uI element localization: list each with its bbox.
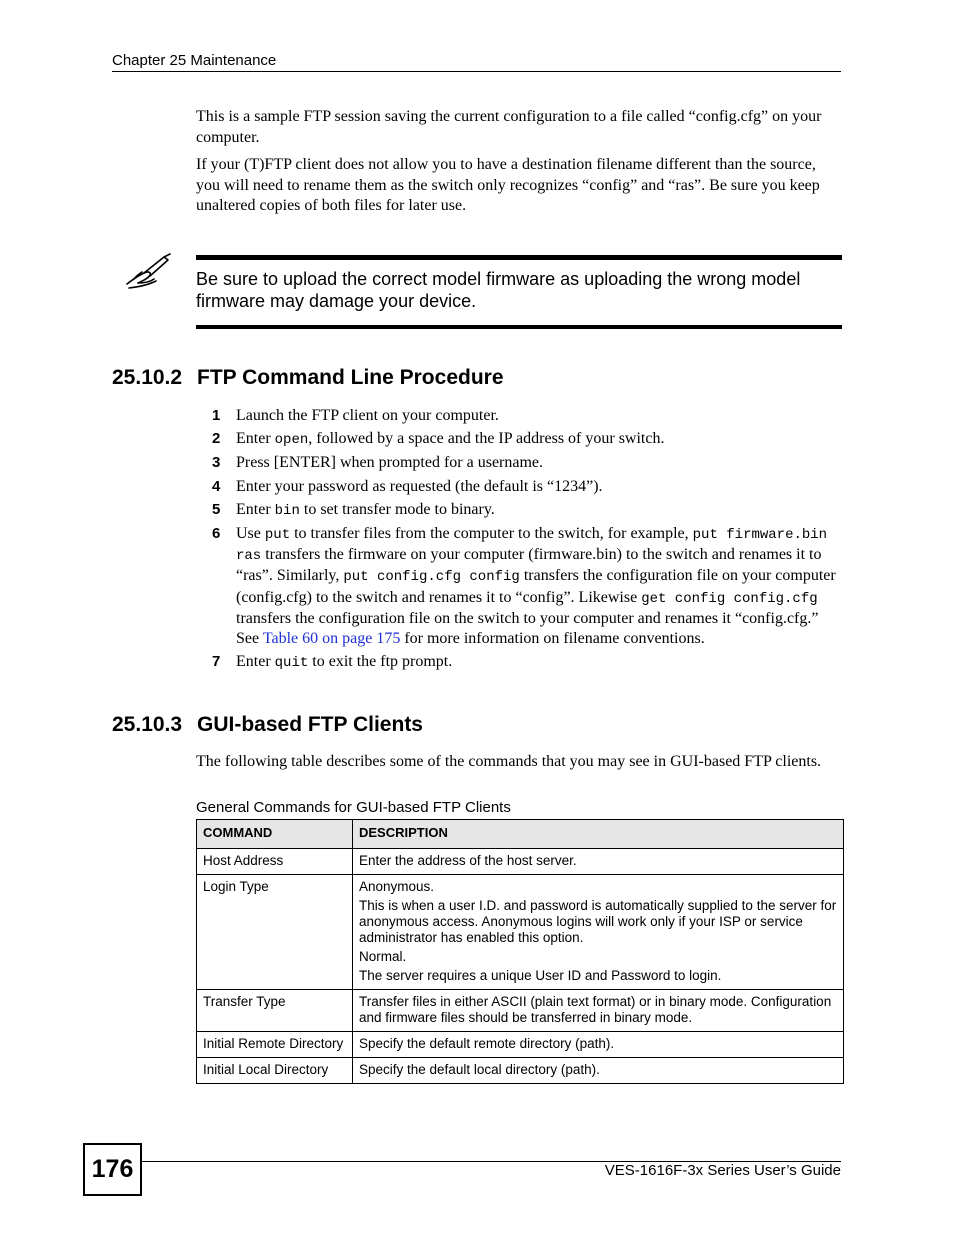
command-cell: Login Type bbox=[197, 875, 353, 990]
section-title: GUI-based FTP Clients bbox=[197, 713, 423, 736]
step-text: transfers the firmware on your computer (firmware.bin) to the switch and renames it to “ras”. Similarly, bbox=[236, 546, 822, 585]
description-line: Specify the default remote directory (path). bbox=[359, 1036, 615, 1051]
table-header-row bbox=[197, 820, 844, 849]
command-cell: Initial Remote Directory bbox=[197, 1032, 353, 1058]
step-text: Enter bbox=[236, 430, 275, 448]
step-number: 2 bbox=[212, 430, 221, 448]
step-number: 1 bbox=[212, 407, 221, 424]
step-text: Enter bbox=[236, 653, 275, 671]
note-rule-bottom bbox=[196, 325, 842, 329]
step-text: to set transfer mode to binary. bbox=[299, 500, 495, 518]
table-row bbox=[197, 849, 844, 875]
step-text: for more information on filename conventions. bbox=[400, 630, 705, 648]
description-cell bbox=[353, 1032, 844, 1058]
section-number: 25.10.3 bbox=[112, 713, 183, 736]
description-cell bbox=[353, 990, 844, 1032]
procedure-steps bbox=[212, 406, 842, 676]
table-row bbox=[197, 990, 844, 1032]
description-line: Anonymous. bbox=[359, 879, 435, 894]
description-line: Transfer files in either ASCII (plain text format) or in binary mode. Configuration and firmware files should be transferred in binary mode. bbox=[359, 994, 832, 1025]
step-item bbox=[212, 524, 842, 649]
description-cell bbox=[353, 1058, 844, 1084]
command-cell: Initial Local Directory bbox=[197, 1058, 353, 1084]
step-text: Enter bbox=[236, 500, 275, 518]
note-hand-icon bbox=[124, 252, 174, 292]
table-row bbox=[197, 1058, 844, 1084]
table-caption: General Commands for GUI-based FTP Clients bbox=[196, 799, 511, 816]
section-number: 25.10.2 bbox=[112, 366, 183, 389]
note-rule-top bbox=[196, 255, 842, 260]
description-line: The server requires a unique User ID and Password to login. bbox=[359, 968, 722, 983]
step-text: , followed by a space and the IP address of your switch. bbox=[308, 430, 665, 448]
step-item bbox=[212, 453, 842, 473]
step-number: 3 bbox=[212, 454, 221, 472]
column-header-command: COMMAND bbox=[197, 820, 353, 849]
description-line: Enter the address of the host server. bbox=[359, 853, 577, 868]
table-row bbox=[197, 1032, 844, 1058]
step-text: to exit the ftp prompt. bbox=[308, 653, 453, 671]
step-text: Launch the FTP client on your computer. bbox=[236, 407, 499, 424]
commands-table bbox=[196, 819, 844, 1084]
intro-paragraph-1: This is a sample FTP session saving the current configuration to a file called “config.cfg” on your computer. bbox=[196, 108, 822, 146]
section-heading-ftp-command-line bbox=[112, 366, 504, 390]
step-number: 6 bbox=[212, 525, 221, 543]
note-text: Be sure to upload the correct model firmware as uploading the wrong model firmware may damage your device. bbox=[196, 269, 801, 311]
chapter-header: Chapter 25 Maintenance bbox=[112, 52, 277, 69]
page-number: 176 bbox=[83, 1143, 142, 1196]
command-code: put bbox=[264, 527, 291, 544]
step-text: to transfer files from the computer to the switch, for example, bbox=[290, 525, 693, 543]
step-number: 4 bbox=[212, 477, 221, 495]
description-line: This is when a user I.D. and password is automatically supplied to the server for anonymous access. Anonymous logins will work only if your ISP or service administrator has enabled this option. bbox=[359, 898, 837, 945]
description-cell bbox=[353, 849, 844, 875]
section-heading-gui-ftp-clients bbox=[112, 713, 423, 737]
step-text: transfers the configuration file on the switch to your computer and renames it “config.cfg.” See bbox=[236, 609, 819, 648]
table-reference-link[interactable]: Table 60 on page 175 bbox=[262, 630, 401, 648]
command-code: put firmware.bin ras bbox=[236, 527, 828, 565]
step-item bbox=[212, 500, 842, 521]
step-item bbox=[212, 406, 842, 426]
description-cell bbox=[353, 875, 844, 990]
step-item bbox=[212, 429, 842, 450]
command-code: bin bbox=[274, 502, 300, 519]
description-line: Normal. bbox=[359, 949, 407, 964]
step-item bbox=[212, 477, 842, 497]
column-header-description: DESCRIPTION bbox=[353, 820, 844, 849]
gui-intro-paragraph: The following table describes some of the commands that you may see in GUI-based FTP clients. bbox=[196, 753, 822, 770]
step-text: Enter your password as requested (the default is “1234”). bbox=[236, 477, 603, 495]
section-title: FTP Command Line Procedure bbox=[197, 366, 504, 389]
header-rule bbox=[112, 71, 841, 72]
command-code: get config config.cfg bbox=[641, 590, 818, 607]
command-cell: Host Address bbox=[197, 849, 353, 875]
command-code: open bbox=[274, 432, 309, 449]
step-text: transfers the configuration file on your computer (config.cfg) to the switch and renames it to “config”. Likewise bbox=[236, 567, 836, 606]
step-number: 5 bbox=[212, 500, 221, 518]
step-number: 7 bbox=[212, 653, 221, 671]
intro-paragraph-2: If your (T)FTP client does not allow you to have a destination filename different than the source, you will need to rename them as the switch only recognizes “config” and “ras”. Be sure you keep unaltered copies of both files for later use. bbox=[196, 156, 820, 214]
command-code: quit bbox=[274, 655, 309, 672]
command-cell: Transfer Type bbox=[197, 990, 353, 1032]
footer-guide-title: VES-1616F-3x Series User’s Guide bbox=[604, 1162, 841, 1179]
command-code: put config.cfg config bbox=[343, 569, 520, 586]
table-row bbox=[197, 875, 844, 990]
description-line: Specify the default local directory (path). bbox=[359, 1062, 600, 1077]
step-text: Use bbox=[236, 525, 265, 543]
step-item bbox=[212, 652, 842, 673]
step-text: Press [ENTER] when prompted for a username. bbox=[236, 454, 544, 472]
